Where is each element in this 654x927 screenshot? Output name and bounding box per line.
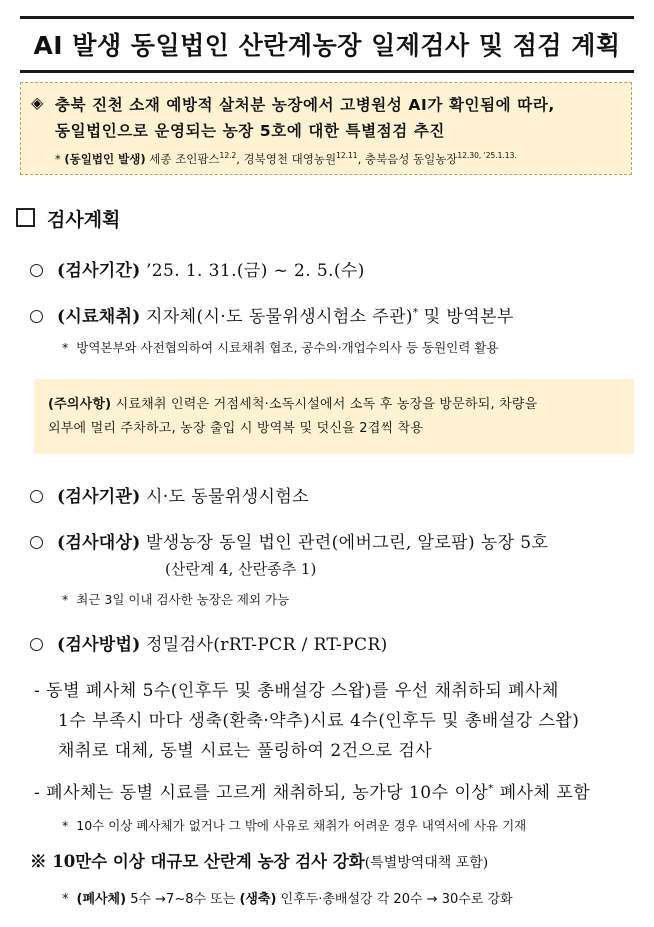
caution-label: (주의사항) (48, 397, 112, 412)
emphasis-note-label-1: (폐사체) (76, 892, 127, 907)
summary-line-2: 동일법인으로 운영되는 농장 5호에 대한 특별점검 추진 (55, 122, 445, 140)
section-heading (16, 205, 120, 232)
method-dash-2 (34, 778, 590, 803)
emphasis-note-label-2: (생축) (239, 892, 277, 907)
note-star: * (62, 892, 69, 907)
target-label: (검사대상) (57, 533, 141, 553)
method-dash-2-text: - 폐사체는 동별 시료를 고르게 채취하되, 농가당 10수 이상 (34, 783, 489, 803)
note-star: * (62, 818, 69, 833)
note-farm-1: 세종 조인팜스 (149, 152, 220, 166)
method-dash-2-tail: 폐사체 포함 (493, 783, 591, 803)
circle-bullet-icon (30, 490, 43, 503)
emphasis-note-text-2: 인후두·총배설강 각 20수 → 30수로 강화 (276, 892, 513, 907)
circle-bullet-icon (30, 638, 43, 651)
emphasis-note (62, 888, 513, 907)
method-note-text: 10수 이상 폐사체가 없거나 그 밖에 사유로 채취가 어려운 경우 내역서에 사유 기재 (76, 818, 527, 833)
period-value: ’25. 1. 31.(금) ~ 2. 5.(수) (145, 261, 365, 281)
sampling-label: (시료채취) (57, 307, 141, 327)
caution-text-2: 외부에 멀리 주차하고, 농장 출입 시 방역복 및 덧신을 2겹씩 착용 (48, 421, 424, 436)
sampling-star: * (412, 307, 418, 319)
method-row (30, 630, 388, 655)
note-farm-3: , 충북음성 동일농장 (357, 152, 458, 166)
target-note (62, 590, 289, 608)
section-title: 검사계획 (47, 209, 121, 231)
summary-line-1: 충북 진천 소재 예방적 살처분 농장에서 고병원성 AI가 확인됨에 따라, (55, 96, 555, 114)
emphasis-paren: (특별방역대책 포함) (364, 855, 489, 871)
square-bullet-icon (16, 208, 35, 227)
document-title: AI 발생 동일법인 산란계농장 일제검사 및 점검 계획 (33, 31, 621, 60)
target-value-2: (산란계 4, 산란종추 1) (165, 560, 317, 578)
reference-mark-icon: ※ (30, 852, 47, 871)
circle-bullet-icon (30, 264, 43, 277)
sampling-note-text: 방역본부와 사전협의하여 시료채취 협조, 공수의·개업수의사 등 동원인력 활용 (76, 340, 499, 355)
caution-box (34, 379, 634, 454)
sampling-value-tail: 및 방역본부 (417, 307, 514, 327)
title-bottom-rule (20, 70, 634, 73)
agency-label: (검사기관) (57, 487, 141, 507)
target-row (30, 528, 548, 553)
method-dash-2-star: * (488, 783, 494, 795)
method-value: 정밀검사(rRT-PCR / RT-PCR) (145, 635, 388, 655)
method-dash-1-line-1: - 동별 폐사체 5수(인후두 및 총배설강 스왑)를 우선 채취하되 폐사체 (34, 681, 559, 701)
agency-value: 시·도 동물위생시험소 (145, 487, 309, 507)
note-label: (동일법인 발생) (64, 152, 146, 166)
method-dash-1-line-2: 1수 부족시 마다 생축(환축·약추)시료 4수(인후두 및 총배설강 스왑) (58, 711, 580, 731)
note-farm-2: , 경북영천 대영농원 (236, 152, 337, 166)
emphasis-note-text-1: 5수 →7~8수 또는 (126, 892, 240, 907)
method-label: (검사방법) (57, 635, 141, 655)
note-star: * (62, 592, 69, 607)
summary-box (20, 82, 632, 175)
note-farm-1-date: 12.2 (219, 151, 237, 161)
emphasis-text: 10만수 이상 대규모 산란계 농장 검사 강화 (46, 852, 365, 871)
period-row (30, 256, 365, 281)
emphasis-row (30, 848, 488, 872)
note-star: * (62, 340, 69, 355)
note-star: * (55, 152, 61, 166)
summary-note (55, 151, 517, 167)
diamond-bullet-icon: ◈ (31, 93, 44, 112)
method-dash-1-line-3: 채취로 대체, 동별 시료는 풀링하여 2건으로 검사 (58, 741, 433, 761)
period-label: (검사기간) (57, 261, 141, 281)
note-farm-3-date: 12.30, '25.1.13. (457, 151, 517, 161)
target-value: 발생농장 동일 법인 관련(에버그린, 알로팜) 농장 5호 (145, 533, 549, 553)
note-farm-2-date: 12.11 (336, 151, 358, 161)
sampling-row (30, 302, 514, 327)
circle-bullet-icon (30, 536, 43, 549)
sampling-value: 지자체(시·도 동물위생시험소 주관) (145, 307, 413, 327)
sampling-note (62, 338, 498, 356)
method-note (62, 816, 526, 834)
target-note-text: 최근 3일 이내 검사한 농장은 제외 가능 (76, 592, 290, 607)
circle-bullet-icon (30, 310, 43, 323)
agency-row (30, 482, 309, 507)
caution-text-1: 시료채취 인력은 거점세척·소독시설에서 소독 후 농장을 방문하되, 차량을 (111, 397, 538, 412)
